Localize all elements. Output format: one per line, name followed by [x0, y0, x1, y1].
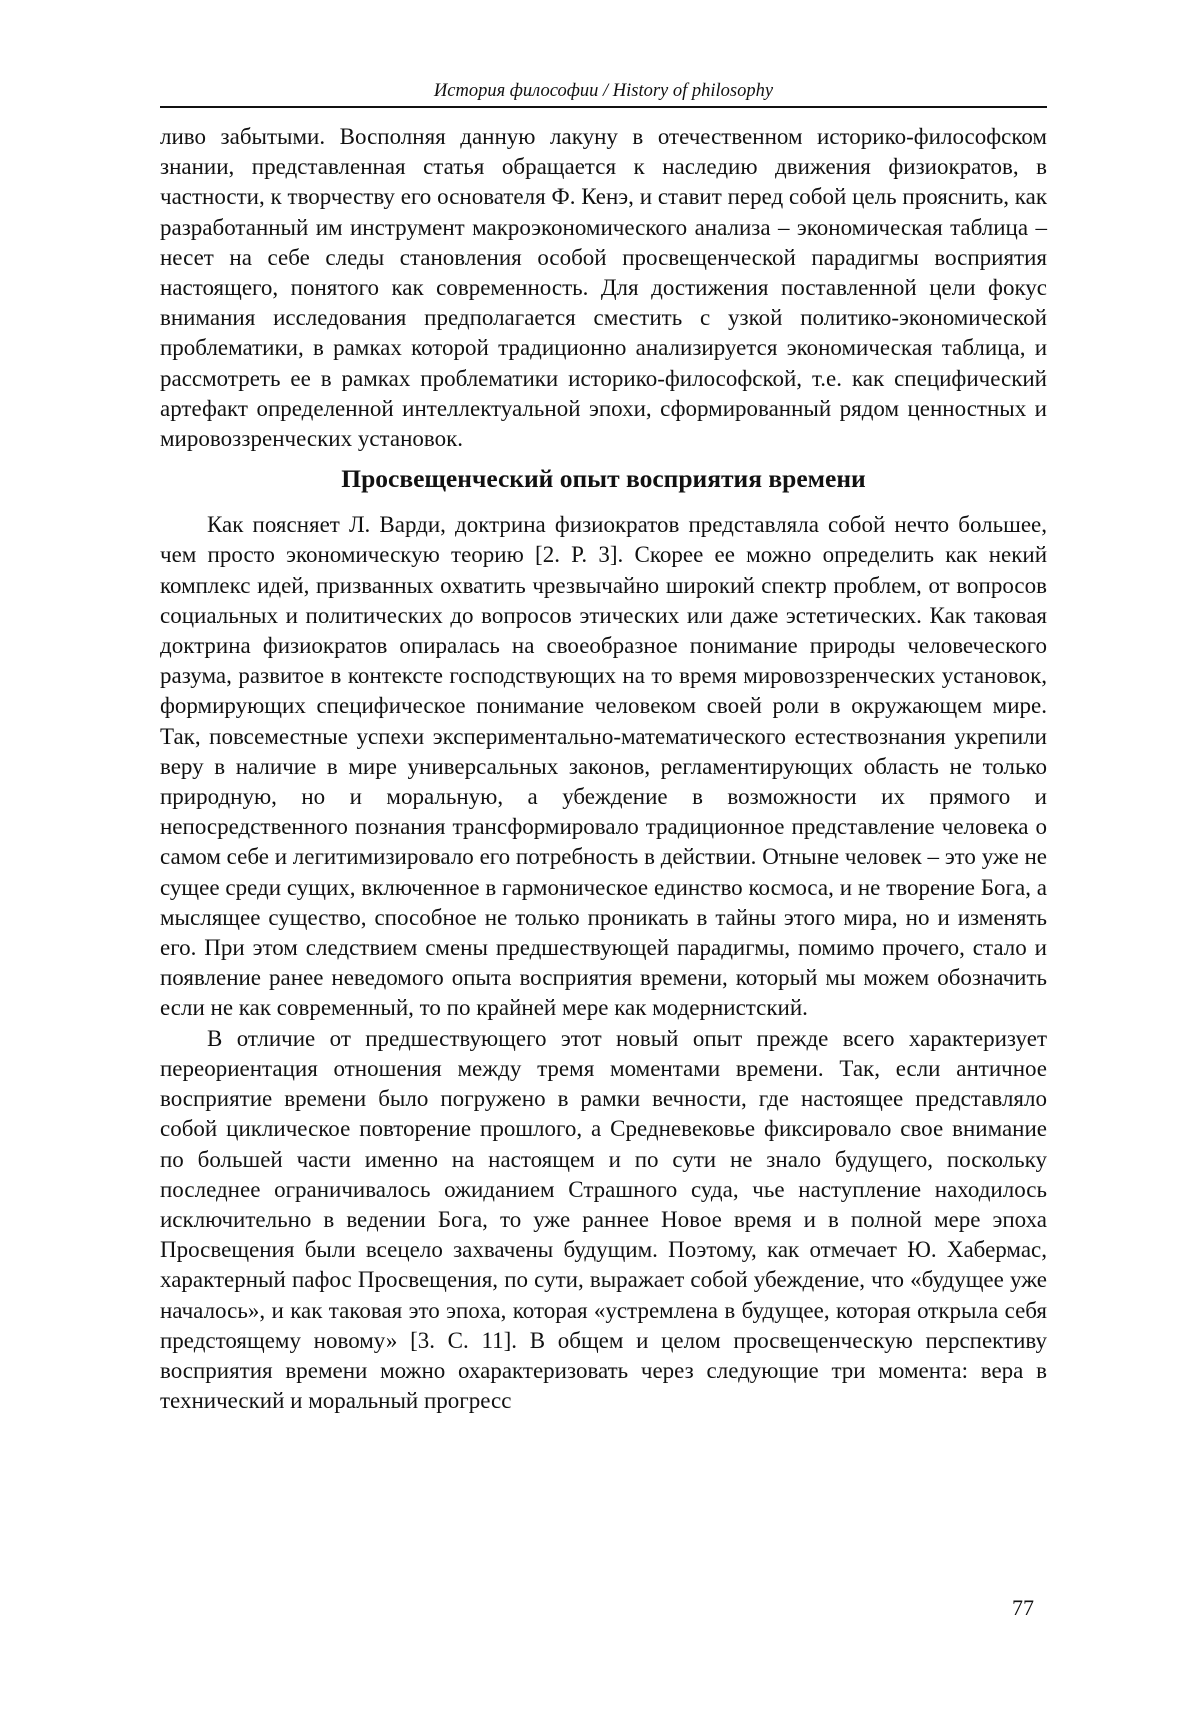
section-title: Просвещенческий опыт восприятия времени: [341, 464, 866, 494]
journal-page: [160, 80, 1047, 1416]
running-header: История философии / History of philosophy: [160, 80, 1047, 108]
intro-paragraph: ливо забытыми. Восполняя данную лакуну в отечественном историко-философском знании, представленная статья обращается к наследию движения физиократов, в частности, к творчеству его основателя Ф. Кенэ, и ставит перед собой цель прояснить, как разработанный им инструмент макроэкономического анализа – экономическая таблица – несет на себе следы становления особой просвещенческой парадигмы восприятия настоящего, понятого как современность. Для достижения поставленной цели фокус внимания исследования предполагается сместить с узкой политико-экономической проблематики, в рамках которой традиционно анализируется экономическая таблица, и рассмотреть ее в рамках проблематики историко-философской, т.е. как специфический артефакт определенной интеллектуальной эпохи, сформированный рядом ценностных и мировоззренческих установок.: [160, 124, 1047, 452]
article-body: [160, 122, 1047, 1416]
body-paragraph-1: Как поясняет Л. Варди, доктрина физиократов представляла собой нечто большее, чем просто экономическую теорию [2. P. 3]. Скорее ее можно определить как некий комплекс идей, призванных охватить чрезвычайно широкий спектр проблем, от вопросов социальных и политических до вопросов этических или даже эстетических. Как таковая доктрина физиократов опиралась на своеобразное понимание природы человеческого разума, развитое в контексте господствующих на то время мировоззренческих установок, формирующих специфическое понимание человеком своей роли в окружающем мире. Так, повсеместные успехи экспериментально-математического естествознания укрепили веру в наличие в мире универсальных законов, регламентирующих область не только природную, но и моральную, а убеждение в возможности их прямого и непосредственного познания трансформировало традиционное представление человека о самом себе и легитимизировало его потребность в действии. Отныне человек – это уже не сущее среди сущих, включенное в гармоническое единство космоса, и не творение Бога, а мыслящее существо, способное не только проникать в тайны этого мира, но и изменять его. При этом следствием смены предшествующей парадигмы, помимо прочего, стало и появление ранее неведомого опыта восприятия времени, который мы можем обозначить если не как современный, то по крайней мере как модернистский.: [160, 512, 1047, 1021]
body-paragraph-2: В отличие от предшествующего этот новый опыт прежде всего характеризует переориентация отношения между тремя моментами времени. Так, если античное восприятие времени было погружено в рамки вечности, где настоящее представляло собой циклическое повторение прошлого, а Средневековье фиксировало свое внимание по большей части именно на настоящем и по сути не знало будущего, поскольку последнее ограничивалось ожиданием Страшного суда, чье наступление находилось исключительно в ведении Бога, то уже раннее Новое время и в полной мере эпоха Просвещения были всецело захвачены будущим. Поэтому, как отмечает Ю. Хабермас, характерный пафос Просвещения, по сути, выражает собой убеждение, что «будущее уже началось», и как таковая это эпоха, которая «устремлена в будущее, которая открыла себя предстоящему новому» [3. С. 11]. В общем и целом просвещенческую перспективу восприятия времени можно охарактеризовать через следующие три момента: вера в технический и моральный прогресс: [160, 1025, 1047, 1414]
page-number: 77: [1012, 1595, 1034, 1620]
